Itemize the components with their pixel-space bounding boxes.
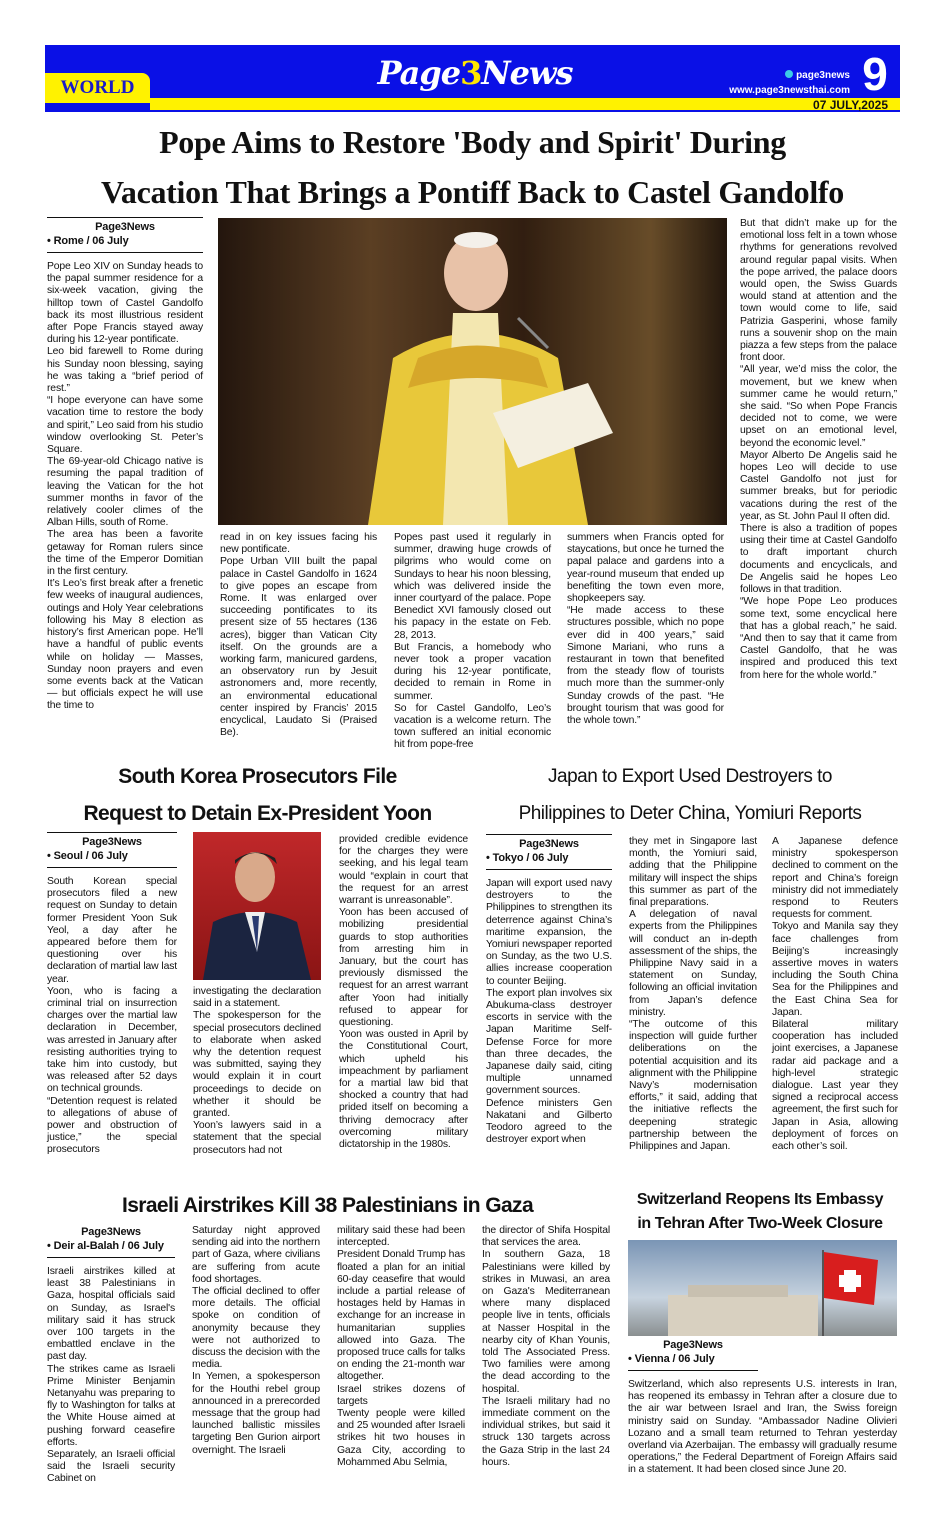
paragraph: The official declined to offer more details. The official spoke on condition of anonymity because they were not authorized to discuss the decision with the media. [192,1286,320,1371]
paragraph: provided credible evidence for the charges they were seeking, and his legal team would “explain in court that the request for an arrest warrant is unreasonable”. [339,834,468,907]
paragraph: But that didn’t make up for the emotional loss felt in a town whose rhythms for generations revolved around regular papal visits. When the pope arrived, the palace doors would open, the Swiss Guards would stand at attention and the town would come to life, said Patrizia Gasperini, whose family runs a souvenir shop on the main piazza a few steps from the palace front door. [740,218,897,364]
article-body [567,532,724,727]
section-tab [45,73,150,103]
pope-column-5 [740,218,897,682]
paragraph: Leo bid farewell to Rome during his Sunday noon blessing, saying he was taking a “brief period of rest.” [47,346,203,395]
paragraph: Yoon has been accused of mobilizing presidential guards to stop authorities from arresting him in January, but the court has previously dismissed the request for an arrest warrant after Yoon had initially refused to appear for questioning. [339,907,468,1029]
paragraph: Japan will export used navy destroyers to the Philippines to strengthen its deterrence against China’s maritime expansion, the Yomiuri newspaper reported on Sunday, as the two U.S. allies increase cooperation to counter Beijing. [486,878,612,987]
byline: Page3News • Rome / 06 July [47,217,203,253]
pope-photo [218,218,727,525]
paragraph: Defence ministers Gen Nakatani and Gilberto Teodoro agreed to the destroyer export when [486,1097,612,1146]
paragraph: “I hope everyone can have some vacation time to restore the body and spirit,” Leo said from his studio window overlooking St. Peter’s Square. [47,395,203,456]
swiss-headline-line2: in Tehran After Two-Week Closure [637,1215,883,1232]
paragraph: “He made access to these structures possible, which no pope ever did in 400 years,” said Simone Mariani, who runs a restaurant in town that benefited from the steady flow of tourists much more than the summer-only Sunday crowds of the past. “He brought tourism that was good for the whole town.” [567,605,724,727]
paragraph: Pope Leo XIV on Sunday heads to the papal summer residence for a six-week vacation, giving the hilltop town of Castel Gandolfo back its most illustrious resident after Pope Francis stayed away during his 12-year pontificate. [47,261,203,346]
paragraph: The strikes came as Israeli Prime Minister Benjamin Netanyahu was preparing to fly to Washington for talks at the White House aimed at pushing forward ceasefire efforts. [47,1363,175,1448]
article-body [47,261,203,713]
article-body [772,836,898,1153]
japan-column-3 [772,836,898,1153]
paragraph: Yoon was ousted in April by the Constitutional Court, which upheld his impeachment by parliament for a martial law bid that shocked a country that had prided itself on becoming a thriving democracy after overcoming military dictatorship in the 1980s. [339,1029,468,1151]
paragraph: The export plan involves six Abukuma-class destroyer escorts in service with the Japan Maritime Self-Defense Force for more than three decades, the Japanese daily said, citing multiple unnamed government sources. [486,987,612,1097]
social-handle: page3news [730,70,850,81]
paragraph: Separately, an Israeli official said the Israeli security Cabinet on [47,1449,175,1485]
japan-column-1 [486,834,612,1146]
paragraph: “All year, we’d miss the color, the movement, but we knew when summer came he would return,” she said. “So when Pope Francis decided not to come, we were upset on an emotional level, beyond the economic level.” [740,364,897,449]
page-number: 9 [862,48,888,100]
paragraph: read in on key issues facing his new pontificate. [220,532,377,556]
paragraph: Yoon’s lawyers said in a statement that the special prosecutors had not [193,1120,321,1156]
korea-column-1 [47,832,177,1157]
gaza-column-4 [482,1225,610,1469]
article-body [394,532,551,752]
paragraph: “Detention request is related to allegations of abuse of power and obstruction of justice,” the special prosecutors [47,1095,177,1156]
paragraph: the director of Shifa Hospital that services the area. [482,1225,610,1249]
article-body [220,532,377,739]
issue-date: 07 JULY,2025 [813,98,888,112]
paragraph: Yoon, who is facing a criminal trial on insurrection charges over the martial law declaration in December, was arrested in January after resisting authorities trying to take him into custody, but was released after 52 days on technical grounds. [47,985,177,1095]
website: www.page3newsthai.com [729,85,850,96]
social-icon [785,70,793,78]
paragraph: Israeli airstrikes killed at least 38 Palestinians in Gaza, hospital officials said on Sunday, as Israel's military said it has struck over 100 targets in the embattled enclave in the past day. [47,1266,175,1363]
yoon-photo [193,832,321,980]
article-body [47,876,177,1157]
paragraph: The Israeli military had no immediate comment on the individual strikes, but said it struck 130 targets across the Gaza Strip in the last 24 hours. [482,1395,610,1468]
article-body [193,986,321,1157]
paragraph: President Donald Trump has floated a plan for an initial 60-day ceasefire that would include a partial release of hostages held by Hamas in exchange for an increase in humanitarian supplies allowed into Gaza. The proposed truce calls for talks on ending the 21-month war altogether. [337,1249,465,1383]
paragraph: investigating the declaration said in a statement. [193,986,321,1010]
paragraph: summers when Francis opted for staycations, but once he turned the papal palace and gardens into a year-round museum that ended up benefiting the town even more, shopkeepers say. [567,532,724,605]
korea-headline-line2: Request to Detain Ex-President Yoon [83,802,432,825]
japan-headline-line2: Philippines to Deter China, Yomiuri Reports [518,803,862,824]
paragraph: A Japanese defence ministry spokesperson declined to comment on the report and China’s foreign ministry did not immediately respond to Reuters requests for comment. [772,836,898,921]
japan-column-2 [629,836,757,1153]
korea-column-2 [193,986,321,1157]
paragraph: The 69-year-old Chicago native is resuming the papal tradition of leaving the Vatican for the hot summer months in favor of the relatively cooler climes of the Alban Hills, south of Rome. [47,456,203,529]
pope-column-4 [567,532,724,727]
paragraph: So for Castel Gandolfo, Leo’s vacation is a welcome return. The town suffered an initial economic hit from pope-free [394,702,551,751]
gaza-headline: Israeli Airstrikes Kill 38 Palestinians in Gaza [121,1194,534,1217]
article-body [337,1225,465,1469]
section-label: WORLD [60,77,135,98]
pope-column-1 [47,217,203,713]
paragraph: South Korean special prosecutors filed a new request on Sunday to detain former President Yoon Suk Yeol, a day after he appeared before them for questioning over his declaration of martial law last year. [47,876,177,985]
korea-column-3 [339,834,468,1151]
paragraph: “The outcome of this inspection will guide further deliberations on the potential acquisition and its alignment with the Philippine Navy’s modernisation efforts,” it said, adding that the initiative reflects the deepening strategic partnership between the Philippines and Japan. [629,1019,757,1153]
swiss-column [628,1338,897,1477]
article-body [740,218,897,682]
paragraph: But Francis, a homebody who never took a proper vacation during his 12-year pontificate, decided to remain in Rome in summer. [394,641,551,702]
paragraph: Switzerland, which also represents U.S. interests in Iran, has reopened its embassy in Tehran after a closure due to the air war between Israel and Iran, the Swiss foreign ministry said on Sunday. “Ambassador Nadine Olivieri Lozano and a small team returned to Tehran yesterday overland via Azerbaijan. The embassy will gradually resume operations,” the Federal Department of Foreign Affairs said in a statement. It had been closed since June 20. [628,1379,897,1476]
embassy-photo [628,1240,897,1336]
paragraph: Bilateral military cooperation has included joint exercises, a Japanese radar aid package and a high-level strategic dialogue. Last year they signed a reciprocal access agreement, the first such for Japan in Asia, allowing deployment of forces on each other’s soil. [772,1019,898,1153]
swiss-headline-line1: Switzerland Reopens Its Embassy [636,1191,884,1208]
japan-headline-line1: Japan to Export Used Destroyers to [548,766,832,787]
paragraph: Mayor Alberto De Angelis said he hopes Leo will decide to use Castel Gandolfo not just for summer breaks, but for periodic vacations during the rest of the year, as St. John Paul II often did. [740,449,897,522]
paragraph: In southern Gaza, 18 Palestinians were killed by strikes in Muwasi, an area on Gaza's Mediterranean where many displaced people live in tents, officials at Nasser Hospital in the nearby city of Khan Younis, told The Associated Press. Two families were among the dead according to the hospital. [482,1249,610,1395]
paragraph: There is also a tradition of popes using their time at Castel Gandolfo to draft important church documents and encyclicals, and De Angelis said he hopes Leo follows in that tradition. [740,523,897,596]
paragraph: Pope Urban VIII built the papal palace in Castel Gandolfo in 1624 to give popes an escape from Rome. It was enlarged over succeeding pontificates to its present size of 55 hectares (136 acres), bigger than Vatican City itself. On the grounds are a working farm, manicured gardens, an observatory run by Jesuit astronomers and, more recently, an environmental educational center inspired by Francis’ 2015 encyclical, Laudato Si (Praised Be). [220,556,377,739]
article-body [482,1225,610,1469]
article-body [629,836,757,1153]
article-body [47,1266,175,1486]
pope-headline-line2: Vacation That Brings a Pontiff Back to Castel Gandolfo [101,174,844,210]
paragraph: “We hope Pope Leo produces some text, some encyclical here that has a global reach,” he said. “And then to say that it came from Castel Gandolfo, that he was inspired and produced this text from here for the whole world.” [740,596,897,681]
paragraph: Israel strikes dozens of targets [337,1383,465,1407]
paragraph: military said these had been intercepted. [337,1225,465,1249]
paragraph: The area has been a favorite getaway for Roman rulers since the time of the Emperor Domitian in the first century. [47,529,203,578]
paragraph: they met in Singapore last month, the Yomiuri said, adding that the Philippine military will inspect the ships this summer as part of the final preparations. [629,836,757,909]
byline: Page3News • Deir al-Balah / 06 July [47,1225,175,1258]
byline: Page3News • Tokyo / 06 July [486,834,612,870]
gaza-column-3 [337,1225,465,1469]
pope-column-3 [394,532,551,752]
paragraph: Popes past used it regularly in summer, drawing huge crowds of pilgrims who would come on Sundays to hear his noon blessing, which was delivered inside the inner courtyard of the palace. Pope Benedict XVI famously closed out his papacy in the estate on Feb. 28, 2013. [394,532,551,641]
pope-column-2 [220,532,377,739]
swiss-flag-illustration [628,1240,897,1336]
gaza-column-2 [192,1225,320,1457]
yoon-figure-illustration [193,832,321,980]
logo: Page3News [377,54,573,92]
article-body [486,878,612,1146]
byline: Page3News • Seoul / 06 July [47,832,177,868]
paragraph: It’s Leo’s first break after a frenetic few weeks of inaugural audiences, outings and Holy Year celebrations following his May 8 election as history’s first American pope. He’ll have a handful of public events while on holiday — Masses, Sunday noon prayers and even some events back at the Vatican — but officials expect he will use the time to [47,578,203,712]
gaza-column-1 [47,1225,175,1486]
pope-figure-illustration [218,218,727,525]
korea-headline-line1: South Korea Prosecutors File [118,765,397,788]
pope-headline-line1: Pope Aims to Restore 'Body and Spirit' During [159,124,786,160]
article-body [192,1225,320,1457]
paragraph: The spokesperson for the special prosecutors declined to elaborate when asked why the detention request was submitted, saying they would explain it in court proceedings to decide on whether it should be granted. [193,1010,321,1120]
article-body [339,834,468,1151]
paragraph: In Yemen, a spokesperson for the Houthi rebel group announced in a prerecorded message that the group had launched ballistic missiles targeting Ben Gurion airport overnight. The Israeli [192,1371,320,1456]
paragraph: Tokyo and Manila say they face challenges from Beijing’s increasingly assertive moves in waters including the South China Sea for the Philippines and the East China Sea for Japan. [772,921,898,1018]
article-body [628,1379,897,1477]
paragraph: A delegation of naval experts from the Philippines will conduct an in-depth assessment of the ships, the Philippine Navy said in a statement on Sunday, following an official invitation from Japan’s defence ministry. [629,909,757,1018]
paragraph: Twenty people were killed and 25 wounded after Israeli strikes hit two houses in Gaza City, according to Mohammed Abu Selmia, [337,1408,465,1468]
paragraph: Saturday night approved sending aid into the northern part of Gaza, where civilians are suffering from acute food shortages. [192,1225,320,1285]
byline: Page3News • Vienna / 06 July [628,1338,758,1371]
